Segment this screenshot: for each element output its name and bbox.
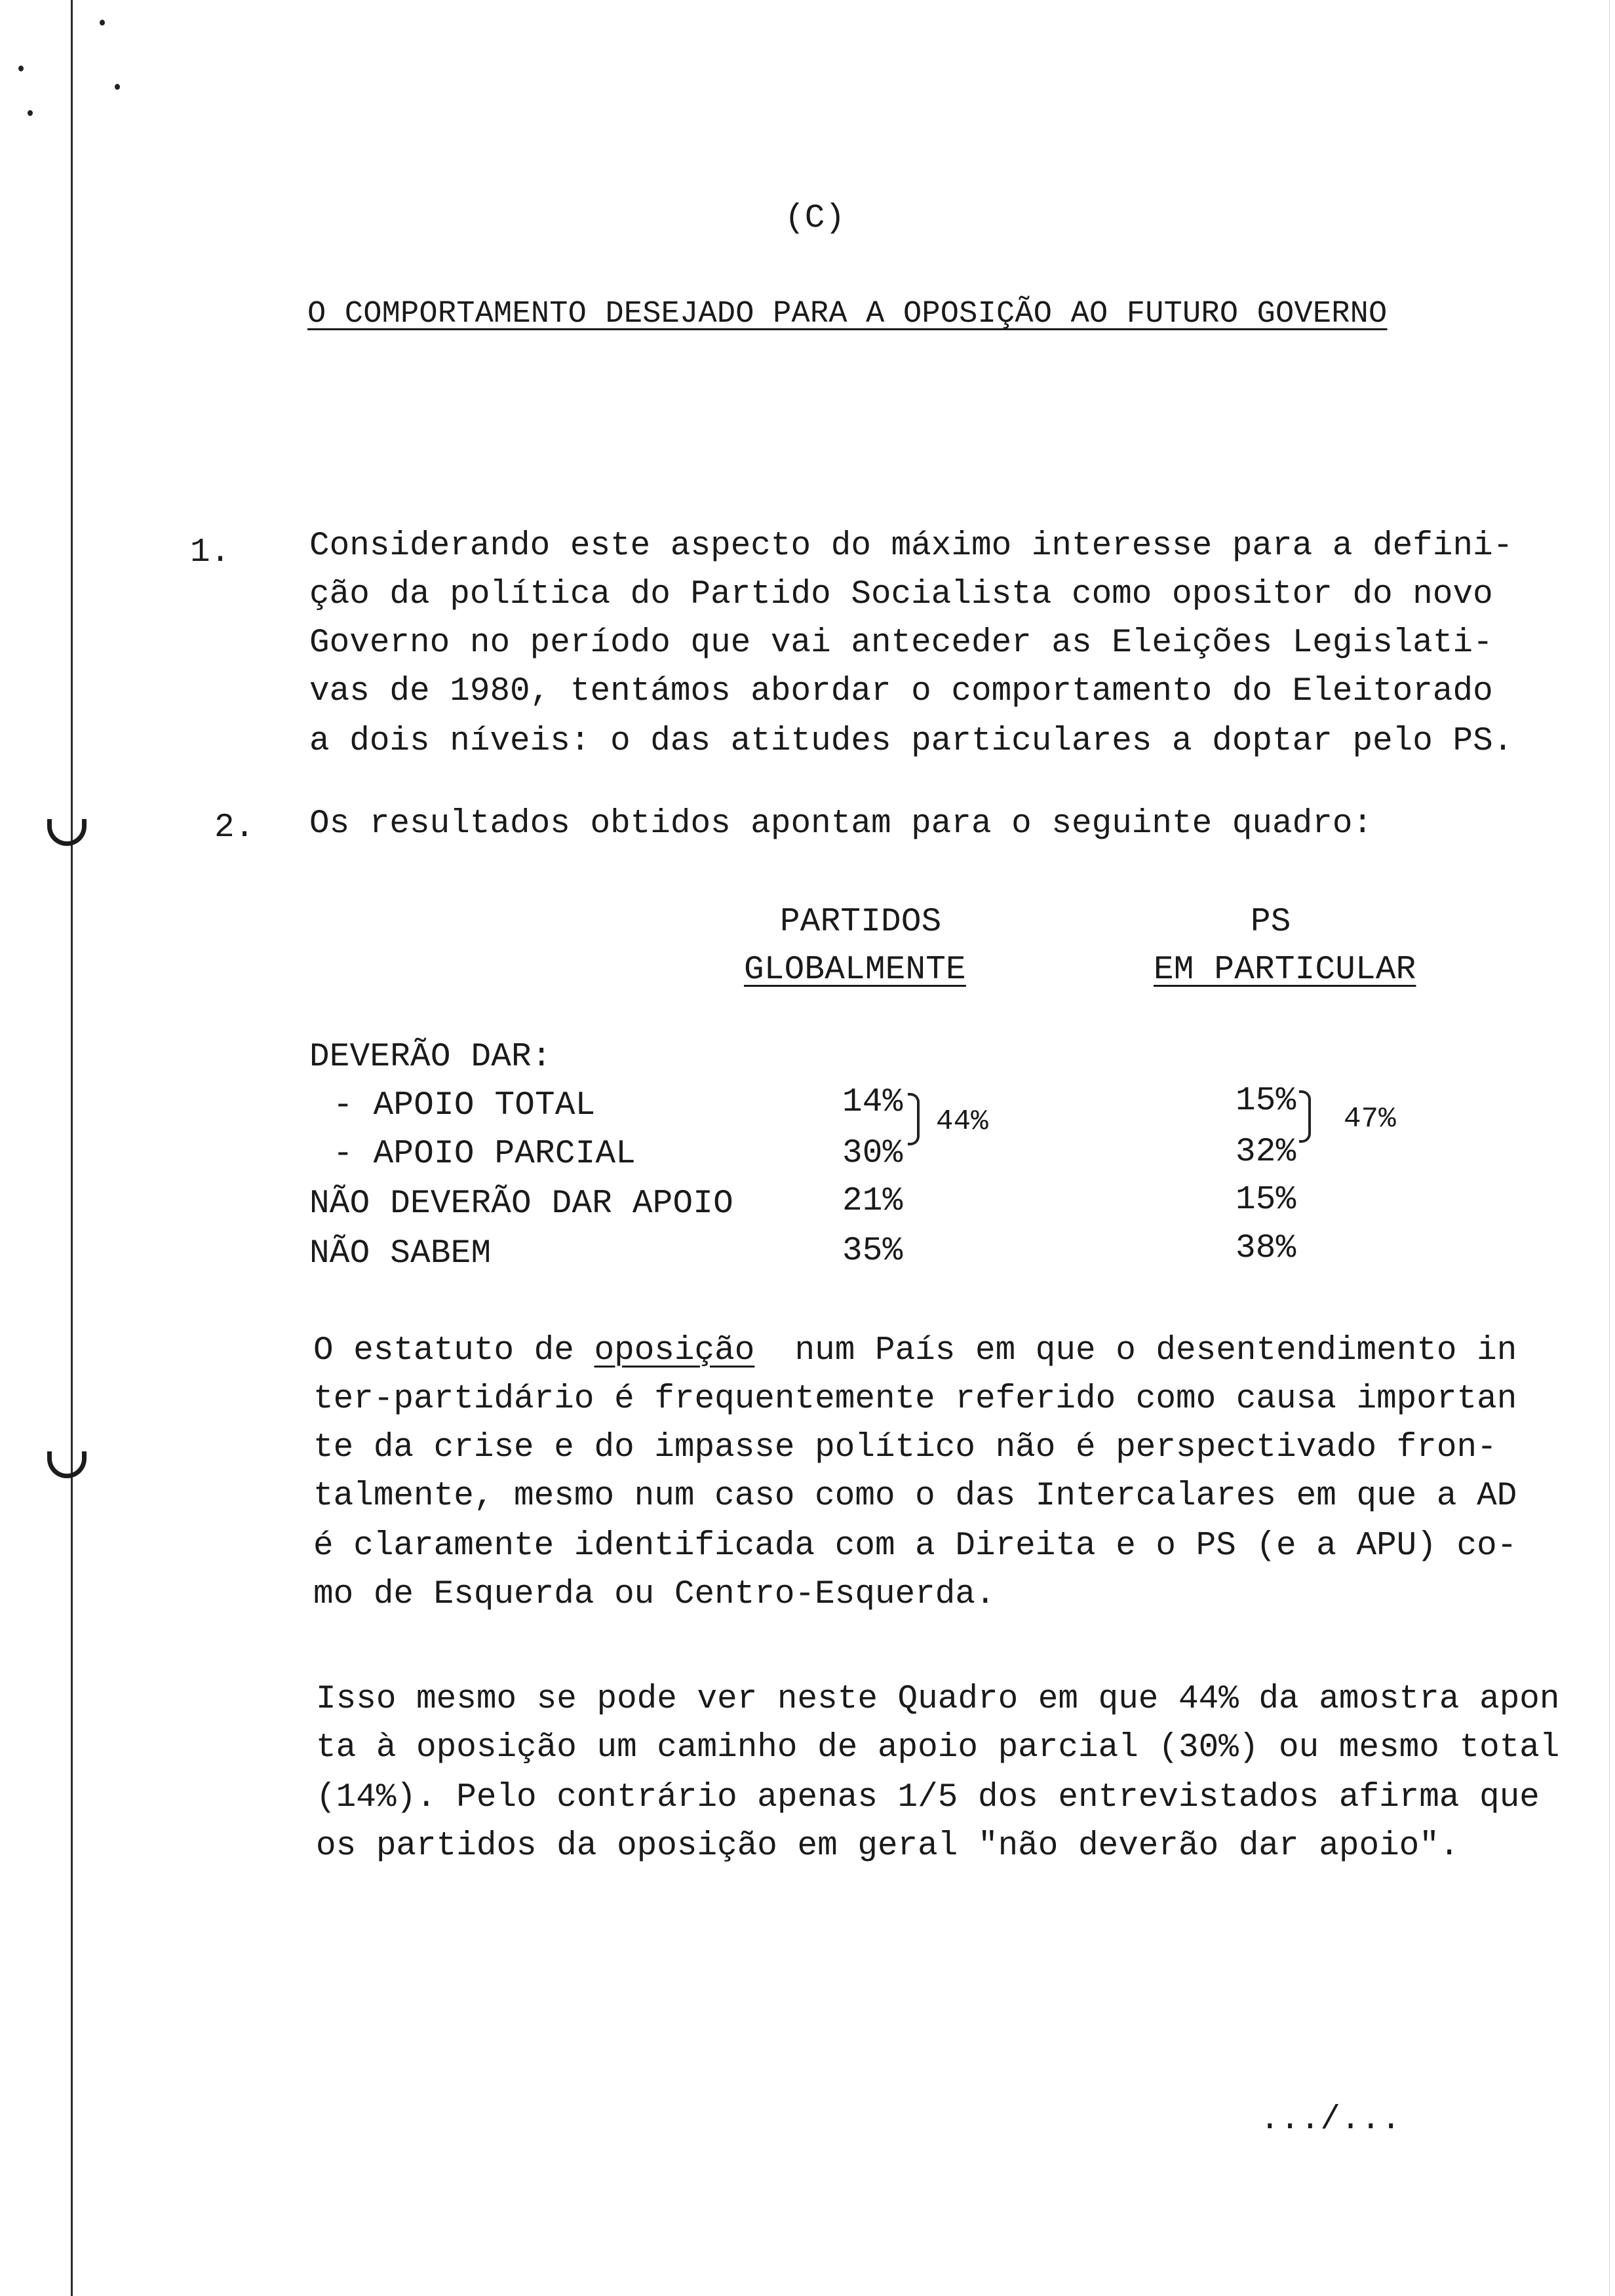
paragraph-line: ção da política do Partido Socialista como opositor do novo — [309, 576, 1493, 613]
column-header: EM PARTICULAR — [1154, 951, 1416, 989]
paragraph-line: ta à oposição um caminho de apoio parcial (30%) ou mesmo total — [316, 1729, 1560, 1767]
page-title: O COMPORTAMENTO DESEJADO PARA A OPOSIÇÃO AO FUTURO GOVERNO — [307, 297, 1388, 332]
cell-value: 30% — [842, 1135, 903, 1172]
text-run: num País em que o desentendimento in — [754, 1332, 1517, 1369]
column-header: PS — [1251, 904, 1291, 941]
item-number: 2. — [214, 809, 255, 847]
cell-value: 15% — [1236, 1181, 1296, 1219]
brace-icon — [908, 1093, 920, 1145]
cell-value: 15% — [1236, 1082, 1296, 1120]
row-label: - APOIO TOTAL — [333, 1087, 596, 1124]
column-header: PARTIDOS — [780, 904, 942, 941]
text-run: O estatuto de — [313, 1332, 594, 1369]
binder-hook-mark — [47, 819, 87, 846]
paragraph-line: vas de 1980, tentámos abordar o comportamento do Eleitorado — [309, 673, 1493, 710]
cell-value: 38% — [1236, 1230, 1296, 1267]
paragraph-line: os partidos da oposição em geral "não deverão dar apoio". — [316, 1827, 1460, 1865]
column-header: GLOBALMENTE — [744, 951, 966, 989]
continuation-marker: .../... — [1260, 2101, 1401, 2139]
paragraph-line: mo de Esquerda ou Centro-Esquerda. — [313, 1576, 996, 1613]
paragraph-line: te da crise e do impasse político não é perspectivado fron- — [313, 1429, 1497, 1466]
paragraph-line: ter-partidário é frequentemente referido como causa importan — [313, 1381, 1517, 1418]
paragraph-line — [313, 1334, 1517, 1368]
group-total: 44% — [936, 1105, 988, 1138]
cell-value: 14% — [842, 1084, 903, 1121]
ink-mark — [100, 20, 105, 26]
paragraph-line: talmente, mesmo num caso como o das Intercalares em que a AD — [313, 1478, 1517, 1515]
cell-value: 32% — [1236, 1134, 1296, 1171]
ink-mark — [115, 84, 120, 90]
ink-mark — [18, 66, 24, 71]
ink-mark — [28, 110, 33, 116]
group-total: 47% — [1344, 1103, 1396, 1136]
row-label: NÃO SABEM — [309, 1235, 492, 1272]
emphasis-term: oposição — [594, 1332, 755, 1369]
group-label: DEVERÃO DAR: — [309, 1039, 552, 1076]
item-number: 1. — [190, 534, 231, 571]
paragraph-line: Isso mesmo se pode ver neste Quadro em que 44% da amostra apon — [316, 1681, 1560, 1718]
page-edge — [1609, 0, 1610, 2296]
item2-text: Os resultados obtidos apontam para o seguinte quadro: — [309, 805, 1373, 843]
paragraph-line: é claramente identificada com a Direita e o PS (e a APU) co- — [313, 1527, 1517, 1565]
cell-value: 21% — [842, 1183, 903, 1220]
brace-icon — [1299, 1090, 1311, 1143]
paragraph-line: (14%). Pelo contrário apenas 1/5 dos entrevistados afirma que — [316, 1779, 1540, 1816]
paragraph-line: Governo no período que vai anteceder as Eleições Legislati- — [309, 624, 1493, 662]
row-label: - APOIO PARCIAL — [333, 1136, 636, 1173]
margin-rule — [71, 0, 73, 2296]
section-marker: (C) — [785, 200, 846, 237]
paragraph-line: a dois níveis: o das atitudes particulares a doptar pelo PS. — [309, 723, 1513, 760]
cell-value: 35% — [842, 1233, 903, 1270]
binder-hook-mark — [47, 1451, 87, 1478]
row-label: NÃO DEVERÃO DAR APOIO — [309, 1185, 733, 1223]
paragraph-line: Considerando este aspecto do máximo interesse para a defini- — [309, 527, 1513, 565]
